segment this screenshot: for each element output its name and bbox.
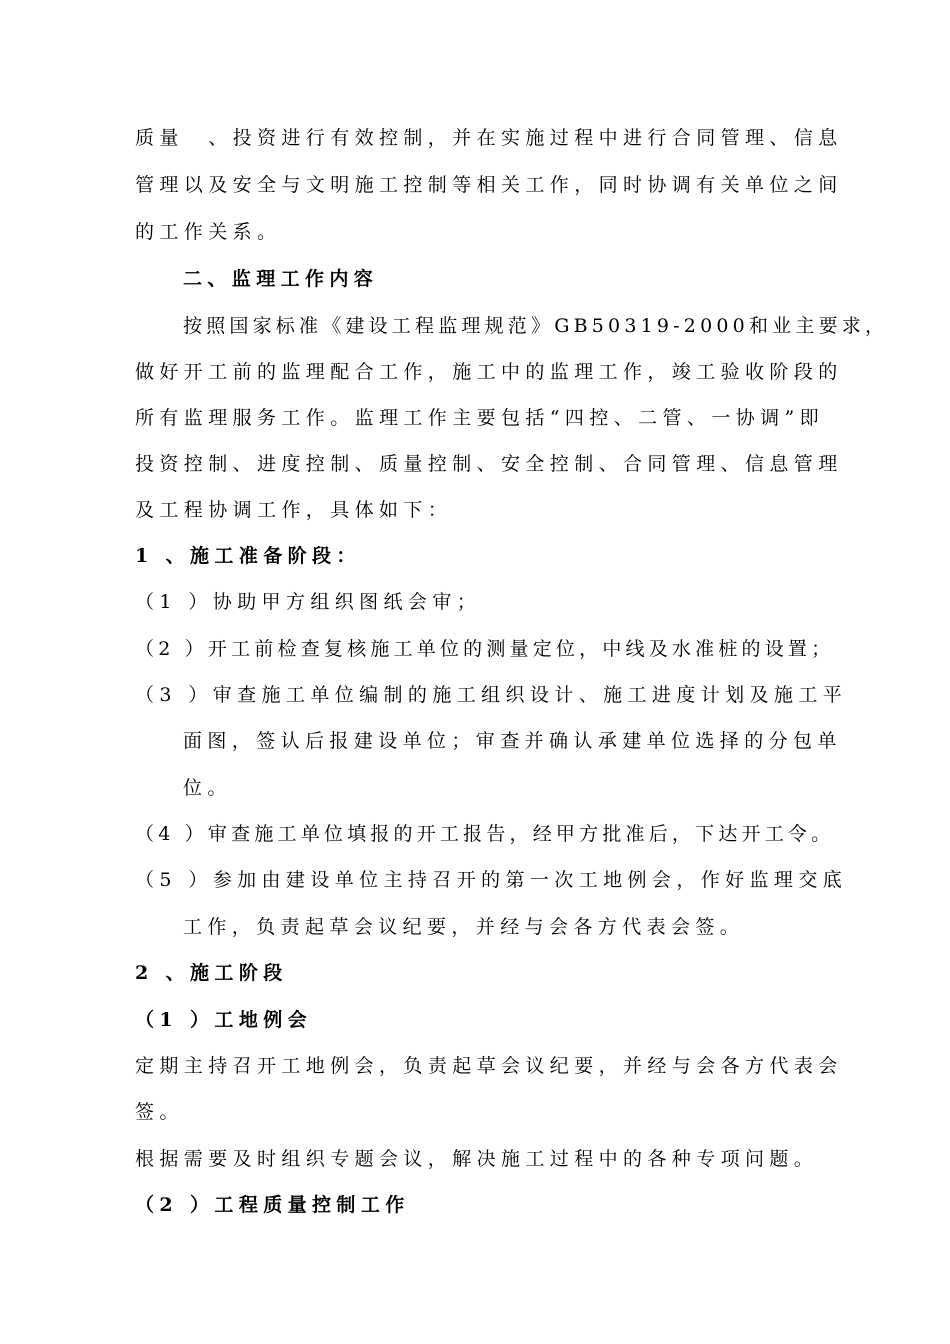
paragraph-line: 定期主持召开工地例会，负责起草会议纪要，并经与会各方代表会: [135, 1055, 843, 1077]
subsection-heading: 1 、施工准备阶段：: [135, 545, 361, 567]
paragraph-line: 做好开工前的监理配合工作，施工中的监理工作，竣工验收阶段的: [135, 361, 843, 383]
paragraph-line: 所有监理服务工作。监理工作主要包括“四控、二管、一协调”即: [135, 407, 825, 429]
paragraph-line: 质量 、投资进行有效控制，并在实施过程中进行合同管理、信息: [135, 127, 843, 149]
paragraph-line: 及工程协调工作，具体如下：: [135, 499, 453, 521]
list-item-continuation: 面图，签认后报建设单位；审查并确认承建单位选择的分包单: [183, 730, 842, 752]
item-heading: （2 ）工程质量控制工作: [135, 1194, 410, 1216]
paragraph-line: 根据需要及时组织专题会议，解决施工过程中的各种专项问题。: [135, 1148, 819, 1170]
item-heading: （1 ）工地例会: [135, 1009, 313, 1031]
list-item: （4 ）审查施工单位填报的开工报告，经甲方批准后，下达开工令。: [135, 823, 835, 845]
list-item: （3 ）审查施工单位编制的施工组织设计、施工进度计划及施工平: [135, 684, 848, 706]
paragraph-line: 签。: [135, 1101, 184, 1123]
list-item: （5 ）参加由建设单位主持召开的第一次工地例会，作好监理交底: [135, 869, 848, 891]
list-item: （1 ）协助甲方组织图纸会审；: [135, 591, 482, 613]
paragraph-line: 按照国家标准《建设工程监理规范》GB50319-2000和业主要求，: [183, 315, 889, 337]
subsection-heading: 2 、施工阶段: [135, 962, 288, 984]
section-heading: 二、监理工作内容: [183, 268, 379, 290]
paragraph-line: 管理以及安全与文明施工控制等相关工作，同时协调有关单位之间: [135, 174, 843, 196]
paragraph-line: 投资控制、进度控制、质量控制、安全控制、合同管理、信息管理: [135, 453, 843, 475]
list-item-continuation: 工作，负责起草会议纪要，并经与会各方代表会签。: [183, 916, 745, 938]
paragraph-line: 的工作关系。: [135, 221, 282, 243]
list-item: （2 ）开工前检查复核施工单位的测量定位，中线及水准桩的设置；: [135, 638, 835, 660]
list-item-continuation: 位。: [183, 777, 232, 799]
